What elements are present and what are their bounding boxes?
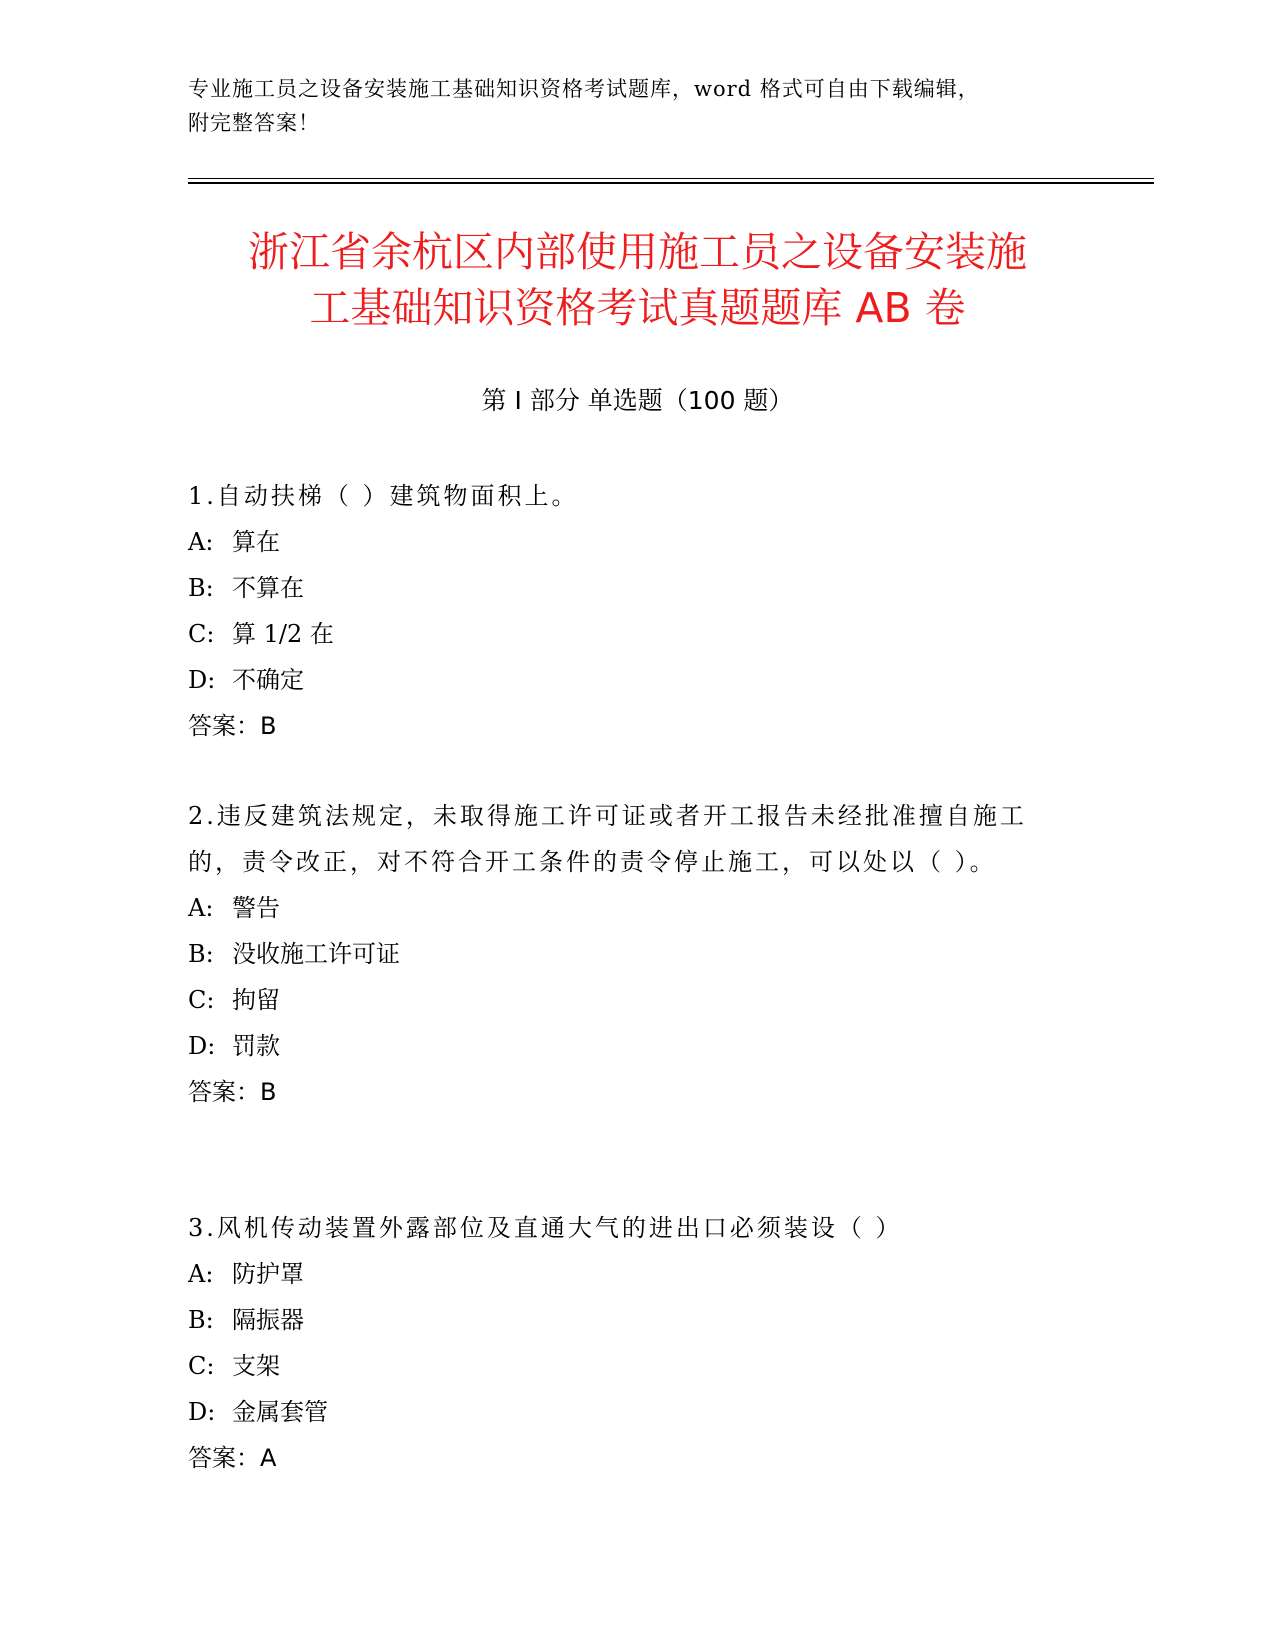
option-key: C: (188, 986, 215, 1014)
option-key: A: (188, 528, 214, 556)
option-key: B: (188, 574, 214, 602)
option-a (188, 885, 1068, 931)
option-text: 防护罩 (232, 1260, 304, 1288)
option-text: 不算在 (232, 574, 304, 602)
option-key: D: (188, 1032, 216, 1060)
header-rule-thin (188, 178, 1154, 179)
option-a (188, 1251, 1068, 1297)
option-text: 算 1/2 在 (232, 620, 334, 648)
header-note-line-1: 专业施工员之设备安装施工基础知识资格考试题库，word 格式可自由下载编辑， (188, 77, 980, 101)
option-a (188, 519, 1068, 565)
document-title-line-2: 工基础知识资格考试真题题库 AB 卷 (309, 284, 966, 332)
option-key: B: (188, 1306, 214, 1334)
question-1 (188, 473, 1068, 749)
option-key: A: (188, 894, 214, 922)
option-text: 警告 (232, 894, 280, 922)
answer: 答案：A (188, 1444, 277, 1472)
option-text: 金属套管 (232, 1398, 328, 1426)
question-2 (188, 793, 1068, 1115)
option-key: A: (188, 1260, 214, 1288)
document-title-line-1: 浙江省余杭区内部使用施工员之设备安装施 (248, 228, 1027, 276)
option-key: C: (188, 1352, 215, 1380)
header-note (188, 72, 1068, 140)
option-d (188, 1389, 1068, 1435)
answer: 答案：B (188, 712, 277, 740)
option-key: D: (188, 666, 216, 694)
header-rule-thick (188, 182, 1154, 184)
question-3 (188, 1205, 1068, 1481)
option-text: 不确定 (232, 666, 304, 694)
option-b (188, 1297, 1068, 1343)
option-d (188, 1023, 1068, 1069)
option-text: 拘留 (232, 986, 280, 1014)
option-c (188, 977, 1068, 1023)
question-text: 3.风机传动装置外露部位及直通大气的进出口必须装设（ ） (188, 1214, 903, 1242)
option-key: B: (188, 940, 214, 968)
option-text: 支架 (232, 1352, 280, 1380)
header-note-line-2: 附完整答案！ (188, 111, 320, 135)
answer: 答案：B (188, 1078, 277, 1106)
option-b (188, 565, 1068, 611)
option-d (188, 657, 1068, 703)
question-text: 2.违反建筑法规定，未取得施工许可证或者开工报告未经批准擅自施工的，责令改正，对不符合开工条件的责令停止施工，可以处以（ ）。 (188, 802, 1027, 876)
option-key: C: (188, 620, 215, 648)
option-c (188, 1343, 1068, 1389)
option-c (188, 611, 1068, 657)
option-text: 没收施工许可证 (232, 940, 400, 968)
option-b (188, 931, 1068, 977)
option-text: 罚款 (232, 1032, 280, 1060)
option-text: 隔振器 (232, 1306, 304, 1334)
option-key: D: (188, 1398, 216, 1426)
option-text: 算在 (232, 528, 280, 556)
document-title (150, 224, 1125, 336)
section-heading: 第 I 部分 单选题（100 题） (481, 386, 794, 415)
question-text: 1.自动扶梯（ ）建筑物面积上。 (188, 482, 579, 510)
